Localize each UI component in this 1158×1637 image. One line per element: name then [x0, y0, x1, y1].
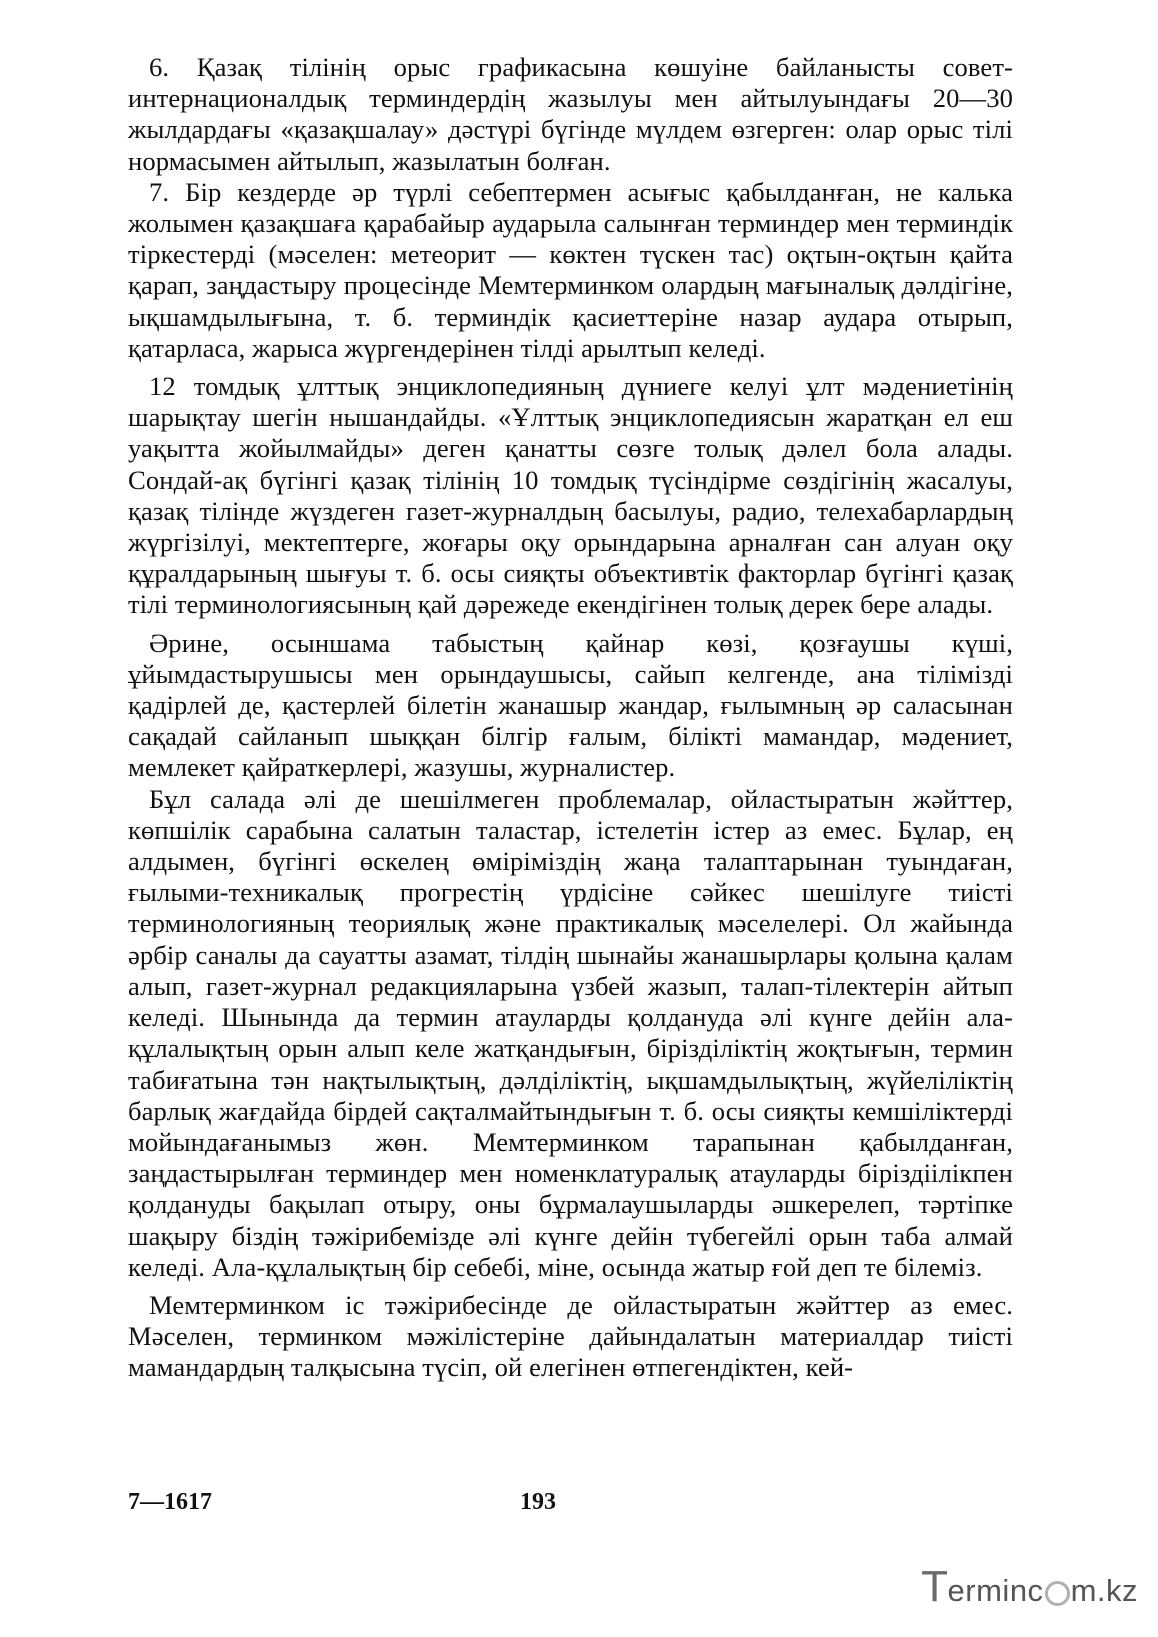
watermark-text-end: m.kz [1070, 1573, 1138, 1608]
paragraph-memterminkom-practice: Мемтерминком іс тәжірибесінде де ойластыратын жәйттер аз емес. Мәселен, терминком мәжілістеріне дайындалатын материалдар тиісті мамандардың талқысына түсіп, ой елегінен өтпегендіктен, кей- [128, 1289, 1013, 1383]
watermark-text-start: erminc [947, 1573, 1044, 1608]
page-body [128, 52, 1013, 1384]
watermark-ring-icon [1045, 1581, 1070, 1606]
page-footer [128, 1489, 1013, 1519]
paragraph-item-6: 6. Қазақ тілінің орыс графикасына көшуіне байланысты совет-интернационалдық терминдердің жазылуы мен айтылуындағы 20—30 жылдардағы «қазақшалау» дәстүрі бүгінде мүлдем өзгерген: олар орыс тілі нормасымен айтылып, жазылатын болған. [128, 52, 1013, 176]
page-number: 193 [520, 1489, 556, 1515]
printer-signature: 7—1617 [128, 1489, 212, 1515]
watermark-letter-t: T [921, 1562, 949, 1611]
paragraph-encyclopedia: 12 томдық ұлттық энциклопедияның дүниеге келуі ұлт мәдениетінің шарықтау шегін нышандайды. «Ұлттық энциклопедиясын жаратқан ел еш уақытта жойылмайды» деген қанатты сөзге толық дәлел бола алады. Сондай-ақ бүгінгі қазақ тілінің 10 томдық түсіндірме сөздігінің жасалуы, қазақ тілінде жүздеген газет-журналдың басылуы, радио, телехабарлардың жүргізілуі, мектептерге, жоғары оқу орындарына арналған сан алуан оқу құралдарының шығуы т. б. осы сияқты объективтік факторлар бүгінгі қазақ тілі терминологиясының қай дәрежеде екендігінен толық дерек бере алады. [128, 371, 1013, 620]
termincom-watermark [921, 1562, 1138, 1611]
paragraph-unsolved-problems: Бұл салада әлі де шешілмеген проблемалар, ойластыратын жәйттер, көпшілік сарабына салатын таластар, істелетін істер аз емес. Бұлар, ең алдымен, бүгінгі өскелең өміріміздің жаңа талаптарынан туындаған, ғылыми-техникалық прогрестің үрдісіне сәйкес шешілуге тиісті терминологияның теориялық және практикалық мәселелері. Ол жайында әрбір саналы да сауатты азамат, тілдің шынайы жанашырлары қолына қалам алып, газет-журнал редакцияларына үзбей жазып, талап-тілектерін айтып келеді. Шынында да термин атауларды қолдануда әлі күнге дейін ала-құлалықтың орын алып келе жатқандығын, бірізділіктің жоқтығын, термин табиғатына тән нақтылықтың, дәлділіктің, ықшамдылықтың, жүйеліліктің барлық жағдайда бірдей сақталмайтындығын т. б. осы сияқты кемшіліктерді мойындағанымыз жөн. Мемтерминком тарапынан қабылданған, заңдастырылған терминдер мен номенклатуралық атауларды біріздіілікпен қолдануды бақылап отыру, оны бұрмалаушыларды әшкерелеп, тәртіпке шақыру біздің тәжірибемізде әлі күнге дейін түбегейлі орын таба алмай келеді. Ала-құлалықтың бір себебі, міне, осында жатыр ғой деп те білеміз. [128, 783, 1013, 1282]
paragraph-sources-of-success: Әрине, осыншама табыстың қайнар көзі, қозғаушы күші, ұйымдастырушысы мен орындаушысы, сайып келгенде, ана тілімізді қадірлей де, қастерлей білетін жанашыр жандар, ғылымның әр саласынан сақадай сайланып шыққан білгір ғалым, білікті мамандар, мәдениет, мемлекет қайраткерлері, жазушы, журналистер. [128, 627, 1013, 783]
paragraph-item-7: 7. Бір кездерде әр түрлі себептермен асығыс қабылданған, не калька жолымен қазақшаға қарабайыр аударыла салынған терминдер мен терминдік тіркестерді (мәселен: метеорит — көктен түскен тас) оқтын-оқтын қайта қарап, заңдастыру процесінде Мемтерминком олардың мағыналық дәлдігіне, ықшамдылығына, т. б. терминдік қасиеттеріне назар аудара отырып, қатарласа, жарыса жүргендерінен тілді арылтып келеді. [128, 176, 1013, 363]
